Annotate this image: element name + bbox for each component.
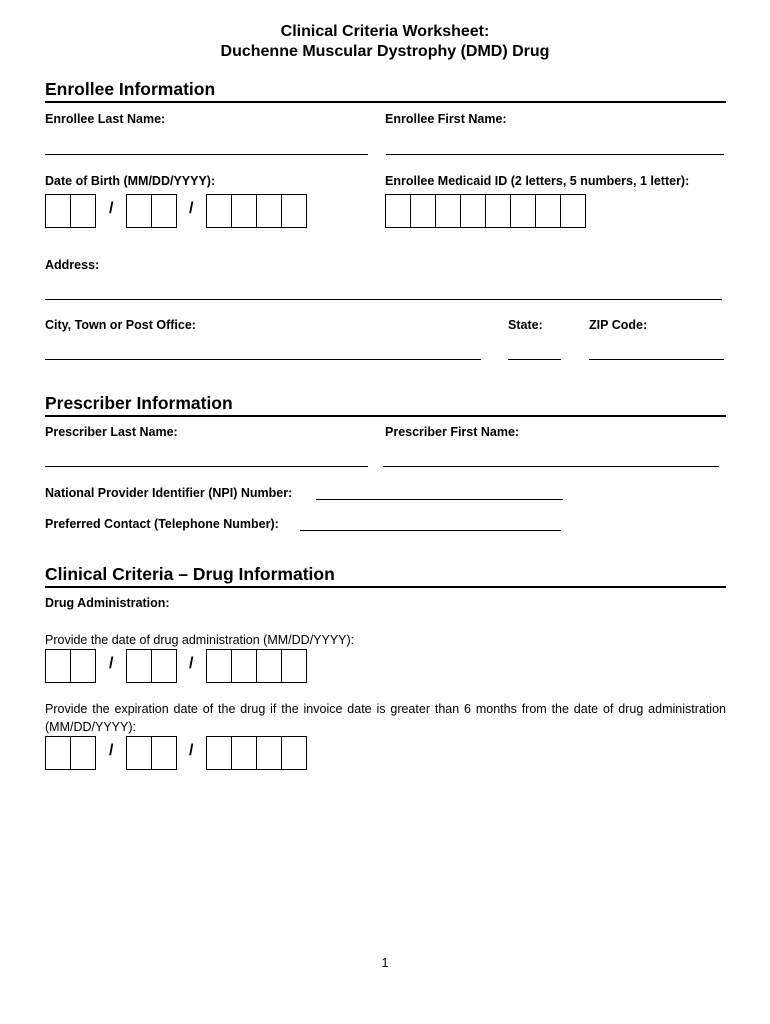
- expiration-day-box[interactable]: [126, 736, 152, 770]
- prescriber-first-name-field[interactable]: [383, 466, 719, 467]
- enrollee-section-heading: Enrollee Information: [45, 78, 726, 103]
- npi-label: National Provider Identifier (NPI) Number:: [45, 486, 293, 500]
- dob-year-box[interactable]: [206, 194, 232, 228]
- expiration-year-box[interactable]: [256, 736, 282, 770]
- page-subtitle: Duchenne Muscular Dystrophy (DMD) Drug: [220, 43, 550, 60]
- contact-label: Preferred Contact (Telephone Number):: [45, 517, 279, 531]
- expiration-year-box[interactable]: [231, 736, 257, 770]
- expiration-month-box[interactable]: [70, 736, 96, 770]
- dob-year-box[interactable]: [281, 194, 307, 228]
- dob-year-box[interactable]: [231, 194, 257, 228]
- expiration-day-box[interactable]: [151, 736, 177, 770]
- prescriber-first-name-label: Prescriber First Name:: [385, 425, 520, 439]
- admin-year-box[interactable]: [256, 649, 282, 683]
- clinical-section-heading: Clinical Criteria – Drug Information: [45, 563, 726, 588]
- medicaid-id-box[interactable]: [510, 194, 536, 228]
- admin-month-box[interactable]: [45, 649, 71, 683]
- drug-admin-label: Drug Administration:: [45, 596, 170, 610]
- dob-day-box[interactable]: [151, 194, 177, 228]
- medicaid-id-box[interactable]: [560, 194, 586, 228]
- date-separator: /: [109, 655, 114, 672]
- prescriber-last-name-field[interactable]: [45, 466, 368, 467]
- admin-month-box[interactable]: [70, 649, 96, 683]
- city-field[interactable]: [45, 359, 481, 360]
- prescriber-section-heading: Prescriber Information: [45, 392, 726, 417]
- admin-year-box[interactable]: [281, 649, 307, 683]
- enrollee-first-name-label: Enrollee First Name:: [385, 112, 507, 126]
- date-separator: /: [189, 655, 194, 672]
- date-separator: /: [109, 742, 114, 759]
- address-label: Address:: [45, 258, 100, 272]
- dob-month-box[interactable]: [45, 194, 71, 228]
- expiration-year-box[interactable]: [206, 736, 232, 770]
- dob-day-box[interactable]: [126, 194, 152, 228]
- medicaid-id-label: Enrollee Medicaid ID (2 letters, 5 numbers, 1 letter):: [385, 174, 690, 188]
- admin-day-box[interactable]: [151, 649, 177, 683]
- date-separator: /: [109, 200, 114, 217]
- city-label: City, Town or Post Office:: [45, 318, 196, 332]
- admin-date-field[interactable]: [45, 649, 315, 683]
- expiration-year-box[interactable]: [281, 736, 307, 770]
- state-label: State:: [508, 318, 543, 332]
- expiration-month-box[interactable]: [45, 736, 71, 770]
- zip-field[interactable]: [589, 359, 724, 360]
- medicaid-id-box[interactable]: [460, 194, 486, 228]
- dob-field[interactable]: [45, 194, 315, 228]
- medicaid-id-box[interactable]: [385, 194, 411, 228]
- enrollee-last-name-label: Enrollee Last Name:: [45, 112, 166, 126]
- medicaid-id-box[interactable]: [410, 194, 436, 228]
- admin-day-box[interactable]: [126, 649, 152, 683]
- address-field[interactable]: [45, 299, 722, 300]
- state-field[interactable]: [508, 359, 561, 360]
- contact-field[interactable]: [300, 530, 561, 531]
- enrollee-first-name-field[interactable]: [386, 154, 724, 155]
- enrollee-last-name-field[interactable]: [45, 154, 368, 155]
- admin-year-box[interactable]: [231, 649, 257, 683]
- page-title: Clinical Criteria Worksheet:: [280, 23, 490, 40]
- prescriber-last-name-label: Prescriber Last Name:: [45, 425, 178, 439]
- admin-year-box[interactable]: [206, 649, 232, 683]
- dob-year-box[interactable]: [256, 194, 282, 228]
- medicaid-id-box[interactable]: [535, 194, 561, 228]
- expiration-date-field[interactable]: [45, 736, 315, 770]
- date-separator: /: [189, 742, 194, 759]
- date-separator: /: [189, 200, 194, 217]
- zip-label: ZIP Code:: [589, 318, 648, 332]
- dob-label: Date of Birth (MM/DD/YYYY):: [45, 174, 216, 188]
- admin-date-prompt: Provide the date of drug administration (MM/DD/YYYY):: [45, 633, 355, 647]
- medicaid-id-box[interactable]: [485, 194, 511, 228]
- expiration-prompt: Provide the expiration date of the drug if the invoice date is greater than 6 months from the date of drug administration (MM/DD/YYYY):: [45, 702, 726, 734]
- page-number: 1: [381, 956, 389, 970]
- dob-month-box[interactable]: [70, 194, 96, 228]
- npi-field[interactable]: [316, 499, 563, 500]
- medicaid-id-box[interactable]: [435, 194, 461, 228]
